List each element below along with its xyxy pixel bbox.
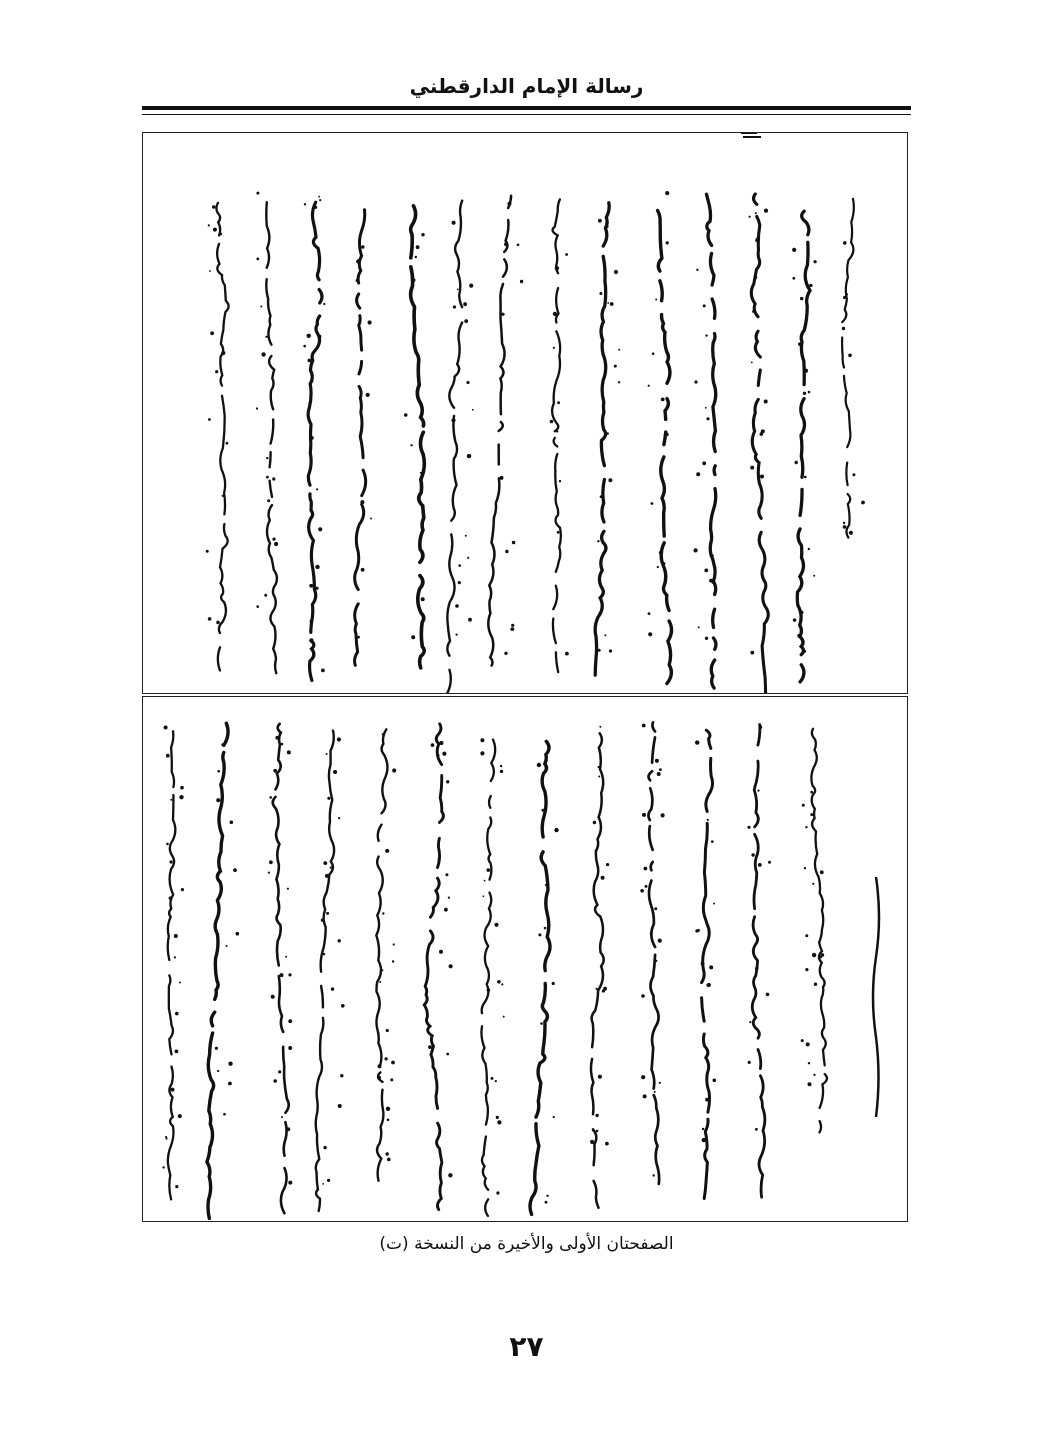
header-rule-thin (142, 114, 911, 115)
last-page-line-10 (640, 722, 664, 1184)
first-page-line-7 (488, 196, 523, 673)
manuscript-scan-first-page (142, 132, 908, 694)
last-page-line-5 (376, 729, 396, 1194)
last-page-line-3 (268, 724, 293, 1213)
last-page-line-7 (480, 738, 504, 1216)
last-page-line-11 (695, 730, 716, 1204)
last-page-line-12 (747, 725, 771, 1198)
last-page-line-13 (801, 729, 827, 1133)
last-page-line-4 (316, 731, 345, 1211)
header-rule-thick (142, 106, 911, 110)
running-header: رسالة الإمام الدارقطني (409, 74, 644, 98)
page-number: ٢٧ (509, 1330, 544, 1363)
figure-caption: الصفحتان الأولى والأخيرة من النسخة (ت) (379, 1234, 674, 1254)
manuscript-scan-last-page (142, 696, 908, 1222)
first-page-line-3 (303, 196, 325, 687)
first-page-line-13 (792, 211, 817, 682)
last-page-line-6 (424, 724, 452, 1210)
manuscript-handwriting-first-page (143, 133, 908, 694)
first-page-line-14 (842, 199, 865, 538)
manuscript-handwriting-last-page (143, 697, 908, 1222)
manuscript-margin-mark (741, 133, 761, 137)
manuscript-heading-stroke (873, 877, 879, 1117)
first-page-line-8 (550, 199, 569, 672)
first-page-line-5 (404, 206, 425, 668)
last-page-line-2 (207, 723, 239, 1218)
first-page-line-2 (256, 192, 278, 674)
first-page-line-9 (595, 203, 620, 682)
last-page-line-9 (590, 726, 609, 1222)
first-page-line-10 (648, 191, 672, 684)
first-page-line-12 (749, 194, 769, 694)
first-page-line-1 (206, 203, 229, 682)
last-page-line-8 (530, 741, 559, 1214)
first-page-line-6 (447, 201, 474, 694)
last-page-line-1 (162, 726, 184, 1200)
first-page-line-4 (354, 210, 372, 674)
first-page-line-11 (694, 194, 716, 694)
